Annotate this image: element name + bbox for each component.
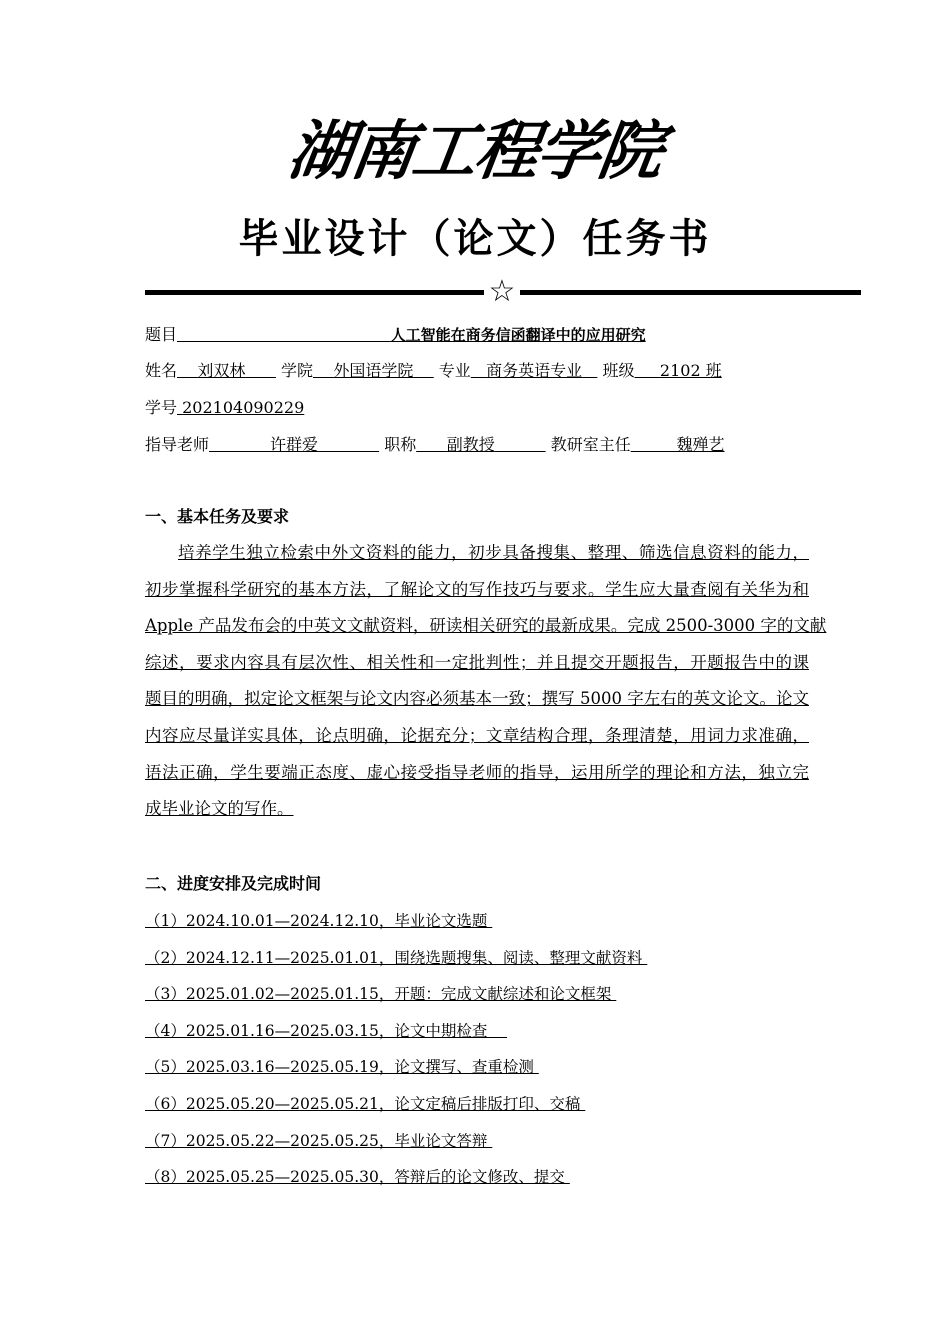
- id-value: 202104090229: [182, 398, 305, 417]
- university-logo: 湖南工程学院: [283, 114, 667, 189]
- rank-value: 副教授: [446, 435, 495, 454]
- paragraph-line: 题目的明确，拟定论文框架与论文内容必须基本一致；撰写 5000 字左右的英文论文。论文: [145, 689, 809, 709]
- paragraph-line: 综述，要求内容具有层次性、相关性和一定批判性；并且提交开题报告，开题报告中的课: [145, 652, 809, 672]
- schedule-item: （1）2024.10.01—2024.12.10，毕业论文选题: [145, 912, 493, 930]
- paragraph-line: 初步掌握科学研究的基本方法，了解论文的写作技巧与要求。学生应大量查阅有关华为和: [145, 579, 809, 599]
- major-label: 专业: [438, 361, 471, 380]
- id-label: 学号: [145, 398, 178, 417]
- star-icon: ☆: [484, 276, 520, 308]
- paragraph-line: 语法正确，学生要端正态度、虚心接受指导老师的指导，运用所学的理论和方法，独立完: [145, 762, 809, 782]
- major-value: 商务英语专业: [486, 361, 583, 380]
- paragraph-line: 成毕业论文的写作。: [145, 799, 294, 819]
- rank-label: 职称: [384, 435, 417, 454]
- id-row: [145, 397, 304, 419]
- schedule-item: （3）2025.01.02—2025.01.15，开题：完成文献综述和论文框架: [145, 985, 617, 1004]
- name-label: 姓名: [145, 361, 178, 380]
- director-label: 教研室主任: [550, 435, 631, 454]
- document-title: 毕业设计（论文）任务书: [238, 215, 712, 262]
- topic-label: 题目: [145, 325, 178, 344]
- class-value: 2102 班: [659, 361, 722, 380]
- schedule-list: [145, 908, 647, 1201]
- college-value: 外国语学院: [333, 361, 414, 380]
- paragraph-line: Apple 产品发布会的中英文文献资料，研读相关研究的最新成果。完成 2500-3000 字的文献: [145, 616, 827, 636]
- schedule-item: （4）2025.01.16—2025.03.15，论文中期检查: [145, 1021, 508, 1040]
- paragraph-line: 内容应尽量详实具体，论点明确，论据充分；文章结构合理，条理清楚，用词力求准确，: [145, 725, 809, 745]
- advisor-label: 指导老师: [145, 435, 210, 454]
- section2-heading: 二、进度安排及完成时间: [145, 874, 322, 893]
- schedule-item: （7）2025.05.22—2025.05.25，毕业论文答辩: [145, 1131, 493, 1150]
- class-label: 班级: [602, 361, 635, 380]
- student-row: [145, 360, 722, 382]
- college-label: 学院: [280, 361, 313, 380]
- paragraph-line: 培养学生独立检索中外文资料的能力，初步具备搜集、整理、筛选信息资料的能力，: [178, 543, 809, 562]
- section1-paragraph: [145, 538, 827, 831]
- name-value: 刘双林: [197, 361, 246, 380]
- section1-heading: 一、基本任务及要求: [145, 507, 290, 526]
- advisor-value: 许群爱: [270, 435, 319, 454]
- schedule-item: （2）2024.12.11—2025.01.01，围绕选题搜集、阅读、整理文献资料: [145, 948, 648, 967]
- director-value: 魏殚艺: [676, 435, 725, 454]
- schedule-item: （5）2025.03.16—2025.05.19，论文撰写、查重检测: [145, 1058, 539, 1077]
- schedule-item: （6）2025.05.20—2025.05.21，论文定稿后排版打印、交稿: [145, 1094, 586, 1113]
- topic-row: [145, 324, 646, 346]
- schedule-item: （8）2025.05.25—2025.05.30，答辩后的论文修改、提交: [145, 1168, 570, 1187]
- advisor-row: [145, 434, 725, 456]
- topic-value: 人工智能在商务信函翻译中的应用研究: [390, 326, 646, 344]
